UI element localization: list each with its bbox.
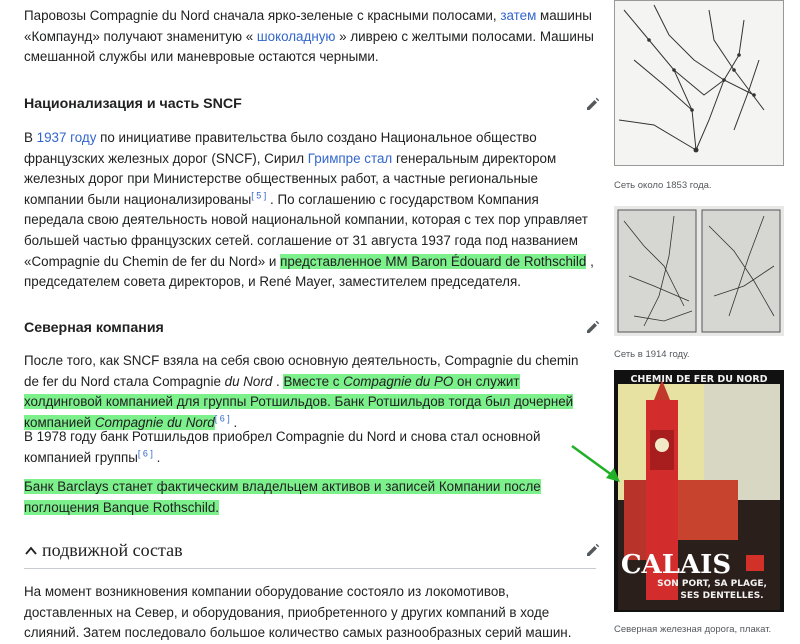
edit-pencil-icon[interactable] bbox=[585, 542, 601, 558]
poster-sub1-text: SON PORT, SA PLAGE, bbox=[657, 579, 767, 589]
map-1914-figure bbox=[614, 206, 784, 362]
intro-paragraph bbox=[24, 6, 596, 68]
text-italic: du Nord bbox=[224, 373, 273, 389]
text: , председателем совета директоров, и René Mayer, заместителем председателя. bbox=[24, 253, 594, 290]
caption-poster: Северная железная дорога, плакат. bbox=[614, 624, 772, 635]
section-title: Национализация и часть SNCF bbox=[24, 96, 242, 112]
text: . По соглашению с государством Компания передала свою деятельность новой национальной компании, которая с тех пор управляет большей частью французских сетей. соглашение от 31 августа 1937 года под названием «Compagnie du Chemin de fer du Nord» и bbox=[24, 191, 588, 269]
text: генеральным директором железных дорог при Министерстве общественных работ, а частные региональные компании были национализированы bbox=[24, 150, 557, 207]
link-zatem[interactable]: затем bbox=[500, 8, 537, 23]
text: После того, как SNCF взяла на себя свою основную деятельность, Compagnie du chemin de fer du Nord стала Compagnie bbox=[24, 353, 579, 389]
map-1853-image[interactable] bbox=[614, 0, 784, 166]
section-rolling-stock bbox=[24, 538, 596, 562]
section-title: Северная компания bbox=[24, 320, 164, 336]
link-grimpre[interactable]: Гримпре стал bbox=[307, 150, 393, 166]
nationalization-paragraph bbox=[24, 128, 596, 293]
section-northern-company bbox=[24, 318, 596, 338]
map-1914-image[interactable] bbox=[614, 206, 784, 336]
link-1937[interactable]: 1937 году bbox=[36, 130, 97, 145]
reference-5[interactable]: [ 5 ] bbox=[251, 190, 267, 201]
caption-1914: Сеть в 1914 году. bbox=[614, 349, 690, 360]
poster-figure bbox=[614, 370, 784, 637]
northern-paragraph-3 bbox=[24, 477, 596, 518]
caption-1853: Сеть около 1853 года. bbox=[614, 180, 712, 191]
text: Банк Ротшильдов тогда был дочерней компанией bbox=[24, 394, 574, 430]
text: . bbox=[152, 449, 161, 465]
text: по инициативе правительства было создано Национальное общество французских железных дорог (SNCF), Сирил bbox=[24, 130, 537, 166]
poster-top-text: CHEMIN DE FER DU NORD bbox=[630, 374, 768, 385]
text: В bbox=[24, 130, 37, 145]
edit-pencil-icon[interactable] bbox=[585, 319, 601, 335]
section-nationalization bbox=[24, 94, 596, 114]
highlight: представленное ММ Baron Édouard de Rothschild bbox=[280, 253, 587, 269]
reference-6[interactable]: [ 6 ] bbox=[137, 448, 153, 459]
text-italic: Compagnie du Nord bbox=[94, 414, 215, 430]
chevron-up-icon[interactable] bbox=[24, 544, 38, 558]
northern-paragraph-1 bbox=[24, 351, 596, 433]
reference-6[interactable]: [ 6 ] bbox=[214, 413, 230, 424]
calais-poster-image[interactable] bbox=[614, 370, 784, 612]
text: На момент возникновения компании оборудование состояло из локомотивов, доставленных на Север, и оборудования, приобретенного у других компаний в ходе слияний. Затем последовало большое количество самых разнообразных серий машин. bbox=[24, 584, 572, 641]
text: В 1978 году банк Ротшильдов приобрел Compagnie du Nord и снова стал основной компанией группы bbox=[24, 429, 541, 465]
text-italic: Compagnie du PO bbox=[343, 373, 454, 389]
text: Паровозы Compagnie du Nord сначала ярко-зеленые с красными полосами, bbox=[24, 8, 501, 23]
text: Вместе с bbox=[283, 373, 344, 389]
rolling-stock-paragraph bbox=[24, 582, 596, 644]
text: » ливрею с желтыми полосами. Машины смешанной службы или маневровые остаются черными. bbox=[24, 28, 594, 65]
northern-paragraph-2 bbox=[24, 427, 596, 468]
poster-city-text: CALAIS bbox=[620, 550, 732, 580]
text: машины «Компаунд» получают знаменитую « bbox=[24, 8, 592, 44]
text: он служит холдинговой компанией для группы Ротшильдов. bbox=[24, 373, 520, 410]
section-title: подвижной состав bbox=[42, 540, 183, 560]
section-divider bbox=[24, 568, 596, 569]
edit-pencil-icon[interactable] bbox=[585, 96, 601, 112]
highlight: Банк Barclays станет фактическим владельцем активов и записей Компании после поглощения Banque Rothschild. bbox=[24, 479, 541, 515]
link-shokolad[interactable]: шоколадную bbox=[256, 28, 336, 44]
poster-sub2-text: SES DENTELLES. bbox=[680, 591, 764, 601]
text: . bbox=[229, 414, 238, 430]
map-1853-figure bbox=[614, 0, 784, 193]
text: . bbox=[272, 373, 284, 389]
annotation-arrow-icon bbox=[566, 440, 626, 490]
